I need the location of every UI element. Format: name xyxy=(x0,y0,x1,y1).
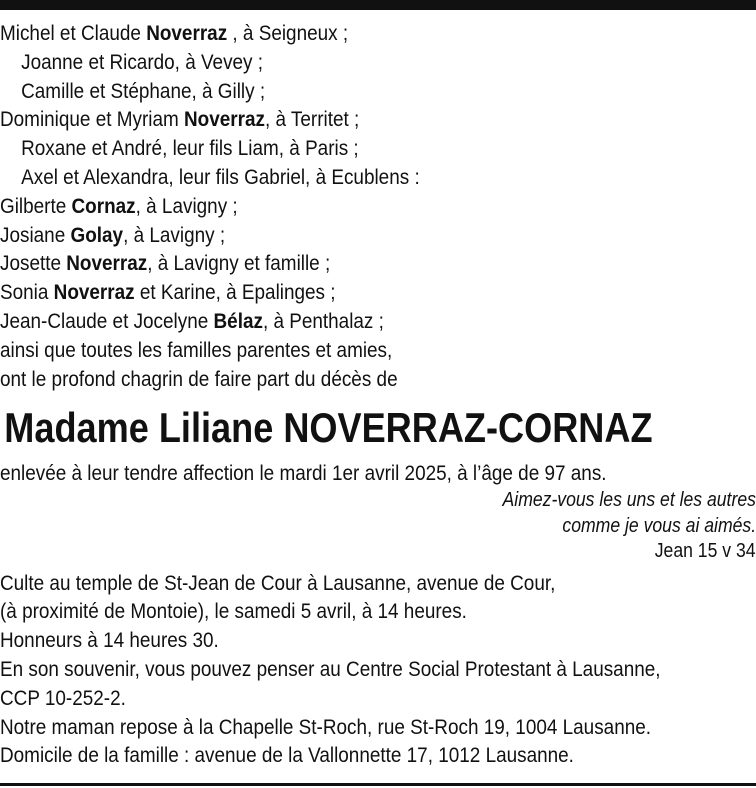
top-border-rule xyxy=(0,0,756,10)
family-line-text: ainsi que toutes les familles parentes et amies, xyxy=(0,337,393,362)
family-surname: Noverraz xyxy=(66,251,148,276)
service-line: CCP 10-252-2. xyxy=(0,685,126,710)
family-line-text: Axel et Alexandra, leur fils Gabriel, à Ecublens : xyxy=(21,164,420,189)
family-surname: Noverraz xyxy=(184,107,265,132)
family-line xyxy=(0,105,756,134)
family-list xyxy=(0,19,756,393)
family-surname: Noverraz xyxy=(53,280,135,305)
family-line-text: Roxane et André, leur fils Liam, à Paris ; xyxy=(21,136,359,161)
family-line-text: Michel et Claude xyxy=(0,21,147,45)
quote-line xyxy=(0,488,756,514)
family-line-text: Josette xyxy=(0,251,67,276)
family-line xyxy=(0,278,756,307)
scripture-quote xyxy=(0,488,756,565)
family-line xyxy=(0,77,756,106)
family-line-text: , à Seigneux ; xyxy=(227,21,349,45)
service-line: Notre maman repose à la Chapelle St-Roch, rue St-Roch 19, 1004 Lausanne. xyxy=(0,714,652,739)
departure-line: enlevée à leur tendre affection le mardi 1er avril 2025, à l’âge de 97 ans. xyxy=(0,461,607,486)
service-line: En son souvenir, vous pouvez penser au Centre Social Protestant à Lausanne, xyxy=(0,657,661,682)
quote-text: Aimez-vous les uns et les autres xyxy=(502,489,756,512)
family-line-text: Dominique et Myriam xyxy=(0,107,185,132)
family-line-text: et Karine, à Epalinges ; xyxy=(134,280,336,305)
quote-reference xyxy=(0,539,756,565)
family-line-text: , à Lavigny ; xyxy=(135,193,238,218)
family-line xyxy=(0,134,756,163)
family-line xyxy=(0,19,756,48)
service-line: Honneurs à 14 heures 30. xyxy=(0,628,219,653)
service-line: Culte au temple de St-Jean de Cour à Lausanne, avenue de Cour, xyxy=(0,570,556,595)
family-line-text: , à Lavigny et famille ; xyxy=(147,251,331,276)
family-line-text: , à Territet ; xyxy=(264,107,360,132)
family-line xyxy=(0,163,756,192)
family-line xyxy=(0,365,756,394)
family-line-text: , à Penthalaz ; xyxy=(262,308,384,333)
family-line-text: , à Lavigny ; xyxy=(123,222,226,247)
family-line-text: Jean-Claude et Jocelyne xyxy=(0,308,214,333)
family-line-text: Josiane xyxy=(0,222,71,247)
service-line: Domicile de la famille : avenue de la Vallonnette 17, 1012 Lausanne. xyxy=(0,743,574,768)
family-surname: Cornaz xyxy=(71,193,136,218)
bottom-border-rule xyxy=(0,783,756,786)
service-details xyxy=(0,569,756,771)
family-line-text: Gilberte xyxy=(0,193,72,218)
family-line xyxy=(0,48,756,77)
quote-line xyxy=(0,514,756,540)
family-surname: Bélaz xyxy=(213,308,263,333)
family-surname: Noverraz xyxy=(146,21,228,45)
family-line-text: ont le profond chagrin de faire part du décès de xyxy=(0,366,398,391)
family-line-text: Camille et Stéphane, à Gilly ; xyxy=(21,78,266,103)
service-line: (à proximité de Montoie), le samedi 5 avril, à 14 heures. xyxy=(0,599,467,624)
family-line-text: Joanne et Ricardo, à Vevey ; xyxy=(21,49,264,74)
family-line xyxy=(0,221,756,250)
quote-reference-text: Jean 15 v 34 xyxy=(655,540,756,563)
family-line-text: Sonia xyxy=(0,280,54,305)
family-line xyxy=(0,249,756,278)
obituary-notice xyxy=(0,19,756,770)
family-line xyxy=(0,307,756,336)
family-line xyxy=(0,192,756,221)
family-surname: Golay xyxy=(70,222,124,247)
family-line xyxy=(0,336,756,365)
deceased-name: Madame Liliane NOVERRAZ-CORNAZ xyxy=(4,404,653,452)
quote-text: comme je vous ai aimés. xyxy=(562,514,756,537)
